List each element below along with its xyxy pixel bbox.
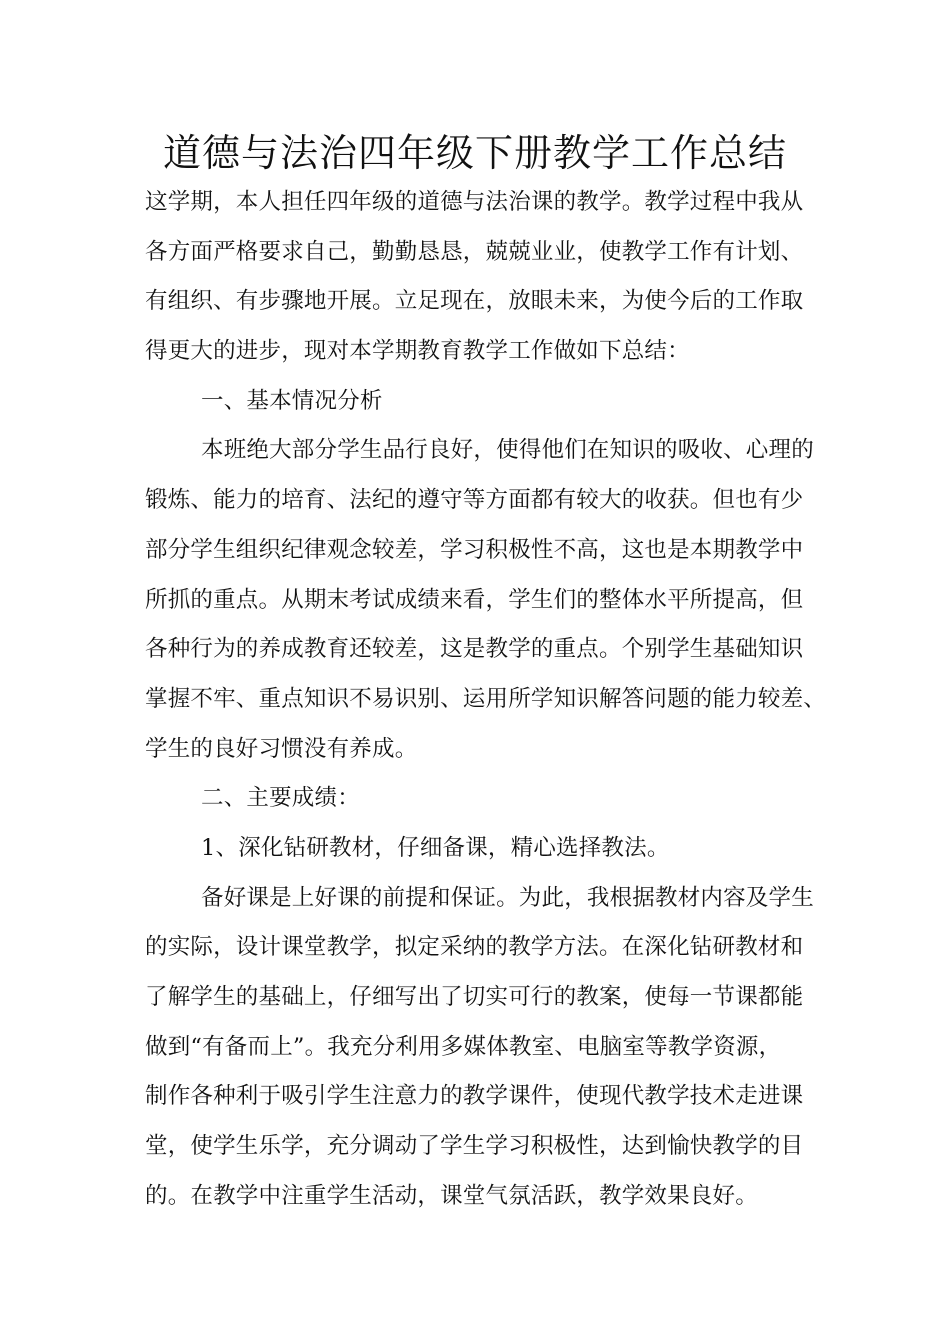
body-line-7: 锻炼、能力的培育、法纪的遵守等方面都有较大的收获。但也有少 <box>145 487 804 514</box>
body-line-3: 有组织、有步骤地开展。立足现在，放眼未来，为使今后的工作取 <box>145 288 804 315</box>
body-line-18: 做到“有备而上”。我充分利用多媒体教室、电脑室等教学资源， <box>145 1033 782 1060</box>
body-line-11: 掌握不牢、重点知识不易识别、运用所学知识解答问题的能力较差、 <box>145 685 827 712</box>
section-heading-basic-situation: 一、基本情况分析 <box>201 387 383 414</box>
document-title: 道德与法治四年级下册教学工作总结 <box>162 131 787 175</box>
subsection-heading-1: 1、深化钻研教材，仔细备课，精心选择教法。 <box>201 834 670 861</box>
body-line-17: 了解学生的基础上，仔细写出了切实可行的教案，使每一节课都能 <box>145 984 804 1010</box>
body-line-4: 得更大的进步，现对本学期教育教学工作做如下总结： <box>145 338 690 365</box>
body-line-20: 堂，使学生乐学，充分调动了学生学习积极性，达到愉快教学的目 <box>145 1133 804 1160</box>
body-line-19: 制作各种利于吸引学生注意力的教学课件，使现代教学技术走进课 <box>145 1083 804 1110</box>
section-heading-main-achievements: 二、主要成绩： <box>201 785 360 812</box>
body-line-9: 所抓的重点。从期末考试成绩来看，学生们的整体水平所提高，但 <box>145 586 804 613</box>
body-line-16: 的实际，设计课堂教学，拟定采纳的教学方法。在深化钻研教材和 <box>145 934 804 961</box>
body-line-21: 的。在教学中注重学生活动，课堂气氛活跃，教学效果良好。 <box>145 1182 758 1209</box>
body-line-10: 各种行为的养成教育还较差，这是教学的重点。个别学生基础知识 <box>145 636 804 663</box>
body-line-12: 学生的良好习惯没有养成。 <box>145 735 418 762</box>
body-line-6: 本班绝大部分学生品行良好，使得他们在知识的吸收、心理的 <box>201 437 814 464</box>
document-body <box>145 178 835 1221</box>
body-line-8: 部分学生组织纪律观念较差，学习积极性不高，这也是本期教学中 <box>145 536 804 563</box>
body-line-1: 这学期，本人担任四年级的道德与法治课的教学。教学过程中我从 <box>145 189 804 215</box>
body-line-15: 备好课是上好课的前提和保证。为此，我根据教材内容及学生 <box>201 884 814 911</box>
body-line-2: 各方面严格要求自己，勤勤恳恳，兢兢业业，使教学工作有计划、 <box>145 238 804 265</box>
